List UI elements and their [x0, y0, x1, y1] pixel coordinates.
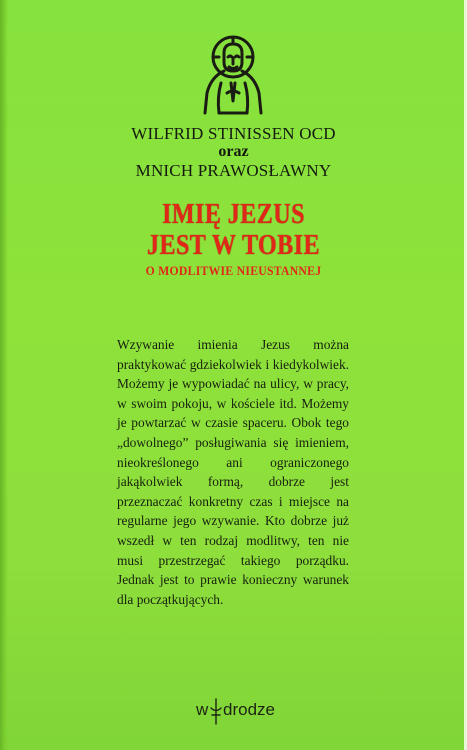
blurb-text: Wzywanie imienia Jezus można praktykować gdziekolwiek i kiedykolwiek. Możemy je wypowiadać na ulicy, w pracy, w swoim pokoju, w kościele itd. Możemy je powtarzać w czasie spaceru. Obok tego „dowolnego” posługiwania się imieniem, nieokreślonego ani ograniczonego jakąkolwiek formą, dobrze jest przeznaczać konkretny czas i miejsce na regularne jego wzywanie. Kto dobrze już wszedł w ten rodzaj modlitwy, ten nie musi przestrzegać takiego porządku. Jednak jest to prawie konieczny warunek dla początkujących. — [117, 337, 349, 607]
publisher-prefix: w — [196, 700, 209, 719]
author-block — [0, 124, 467, 180]
publisher-name: drodze — [223, 700, 275, 719]
book-title-line-1: IMIĘ JEZUS — [162, 199, 305, 230]
publisher-logo — [196, 697, 286, 727]
author-conjunction: oraz — [218, 143, 249, 160]
book-subtitle: O MODLITWIE NIEUSTANNEJ — [145, 263, 322, 278]
coauthor-name: MNICH PRAWOSŁAWNY — [135, 161, 332, 180]
spine-edge — [0, 0, 8, 750]
christ-icon-emblem — [197, 33, 269, 119]
title-block — [0, 199, 467, 280]
author-name: WILFRID STINISSEN OCD — [131, 124, 336, 143]
book-title-line-2: JEST W TOBIE — [147, 230, 320, 261]
cross-mark-icon — [209, 697, 223, 725]
